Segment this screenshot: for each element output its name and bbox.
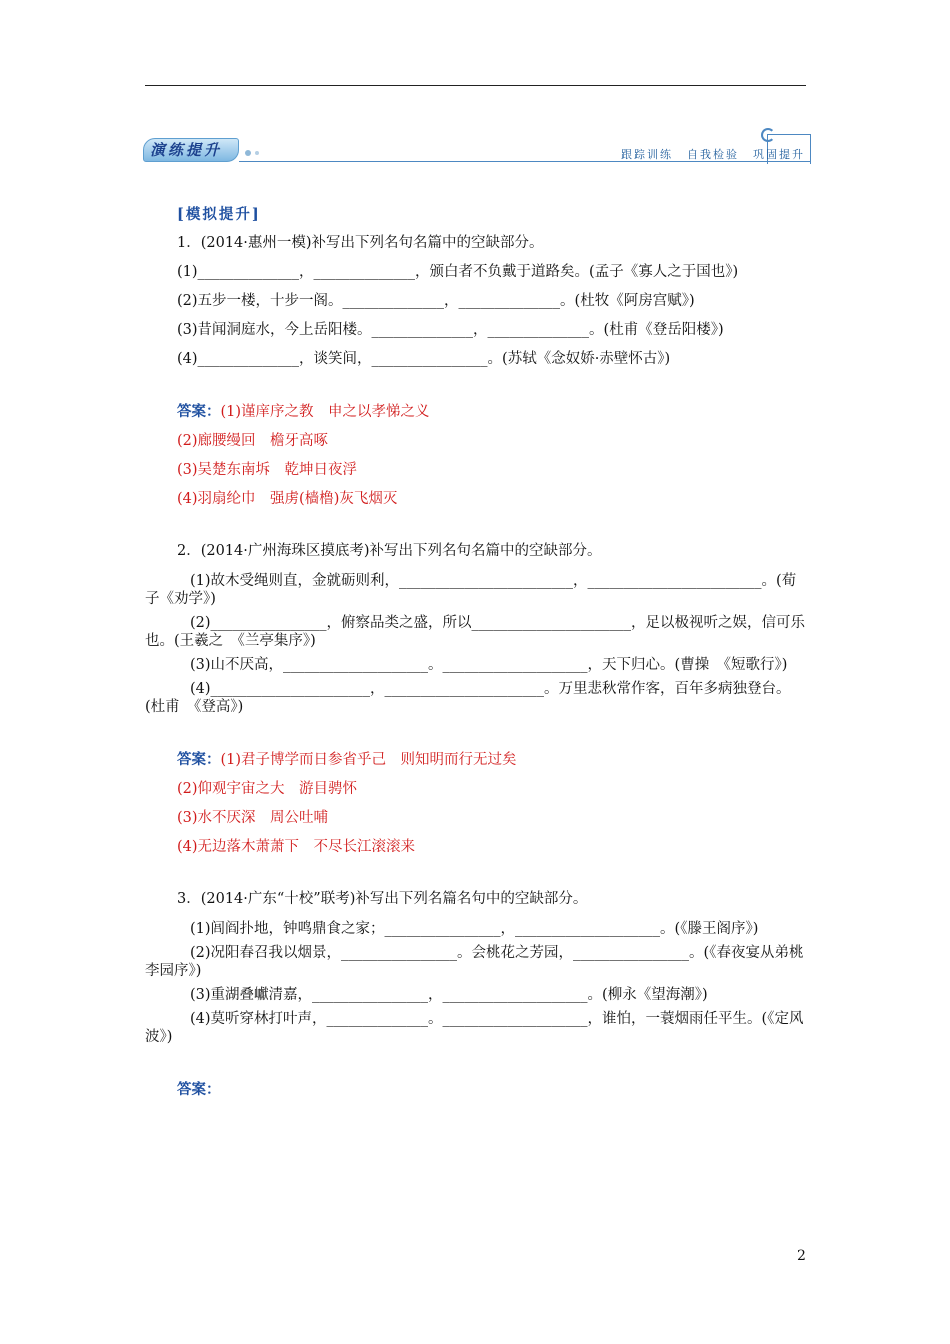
answer-label: 答案： [177,403,221,420]
answer-line [145,397,807,427]
header-rule [145,85,806,86]
banner-tags [607,146,805,162]
answer-label: 答案： [177,1081,221,1098]
answer-text: (1)君子博学而日参省乎己 则知明而行无过矣 [220,752,517,768]
question-item: (4)莫听穿林打叶声，______________。____________________，谁怕，一蓑烟雨任平生。(《定风波》) [145,1011,804,1045]
answer-line: (2)廊腰缦回 檐牙高啄 [177,433,329,449]
answer-line [145,745,807,775]
question-item: (2)________________，俯察品类之盛，所以______________________，足以极视听之娱，信可乐也。(王羲之 《兰亭集序》) [145,615,806,649]
banner-tag: 巩固提升 [753,148,805,161]
answer-line: (2)仰观宇宙之大 游目骋怀 [177,781,358,797]
question-item: (1)闾阎扑地，钟鸣鼎食之家；________________，____________________。(《滕王阁序》) [190,921,759,937]
banner-tag: 自我检验 [687,148,739,161]
swirl-icon [761,128,775,142]
section-banner [143,128,811,164]
banner-tag: 跟踪训练 [621,148,673,161]
question-stem: 2．(2014·广州海珠区摸底考)补写出下列名句名篇中的空缺部分。 [177,543,602,559]
answer-line: (4)羽扇纶巾 强虏(樯橹)灰飞烟灭 [177,491,398,507]
page-number: 2 [797,1248,806,1264]
question-item: (2)况阳春召我以烟景，________________。会桃花之芳园，________________。(《春夜宴从弟桃李园序》) [145,945,804,979]
answer-line: (4)无边落木萧萧下 不尽长江滚滚来 [177,839,416,855]
question-item: (2)五步一楼，十步一阁。______________，______________。(杜牧《阿房宫赋》) [177,293,695,309]
question-item: (1)故木受绳则直，金就砺则利，________________________，________________________。(荀子《劝学》) [145,573,797,607]
banner-badge: 演练提升 [143,138,239,162]
answer-text: (1)谨庠序之教 申之以孝悌之义 [220,404,430,420]
question-item: (3)昔闻洞庭水，今上岳阳楼。______________，______________。(杜甫《登岳阳楼》) [177,322,724,338]
question-stem: 1．(2014·惠州一模)补写出下列名句名篇中的空缺部分。 [177,235,544,251]
dot-icon [255,151,259,155]
answer-line: (3)水不厌深 周公吐哺 [177,810,329,826]
document-body [145,200,807,1105]
question-stem: 3．(2014·广东“十校”联考)补写出下列名篇名句中的空缺部分。 [177,891,588,907]
question-item: (4)______________________，______________________。万里悲秋常作客，百年多病独登台。(杜甫 《登高》) [145,681,791,715]
question-item: (3)重湖叠巘清嘉，________________，____________________。(柳永《望海潮》) [190,987,708,1003]
question-item: (4)______________，谈笑间，________________。(苏轼《念奴娇·赤壁怀古》) [177,351,671,367]
question-item: (3)山不厌高，____________________。____________________，天下归心。(曹操 《短歌行》) [190,657,788,673]
answer-line [145,1075,807,1105]
section-label: [模拟提升] [177,206,261,223]
question-item: (1)______________，______________，颁白者不负戴于道路矣。(孟子《寡人之于国也》) [177,264,739,280]
dot-icon [245,150,251,156]
answer-label: 答案： [177,751,221,768]
answer-line: (3)吴楚东南坼 乾坤日夜浮 [177,462,358,478]
